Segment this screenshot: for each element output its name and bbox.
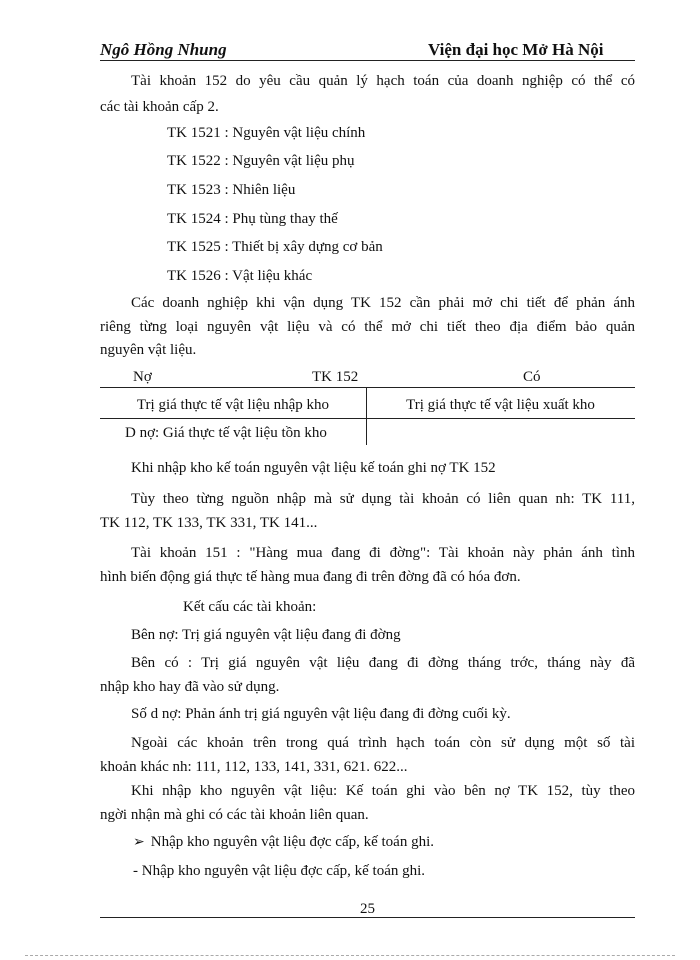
intro-line-1: Tài khoản 152 do yêu cầu quản lý hạch toán của doanh nghiệp có thể có	[131, 73, 635, 89]
para-p3-line-1: Tài khoản 151 : "Hàng mua đang đi đờng": Tài khoản này phản ánh tình	[131, 545, 635, 561]
t-account-debit-entry: Trị giá thực tế vật liệu nhập kho	[136, 397, 330, 413]
t-account-balance: D nợ: Giá thực tế vật liệu tồn kho	[125, 425, 327, 441]
intro-line-2: các tài khoản cấp 2.	[100, 99, 219, 115]
arrow-bullet-icon: ➢	[133, 835, 145, 850]
para2-line-1: Các doanh nghiệp khi vận dụng TK 152 cần phải mở chi tiết để phản ánh	[131, 295, 635, 311]
para-p7: Số d nợ: Phản ánh trị giá nguyên vật liệu đang đi đờng cuối kỳ.	[131, 706, 511, 722]
para-p11: - Nhập kho nguyên vật liệu đợc cấp, kế toán ghi.	[133, 863, 426, 879]
para-p2-line-2: TK 112, TK 133, TK 331, TK 141...	[100, 515, 318, 531]
t-account-mid-rule	[100, 418, 635, 419]
para-p5: Bên nợ: Trị giá nguyên vật liệu đang đi đờng	[131, 627, 401, 643]
para-p6-line-1: Bên có : Trị giá nguyên vật liệu đang đi đờng tháng trớc, tháng này đã	[131, 655, 635, 671]
bullet-item-text: Nhập kho nguyên vật liệu đợc cấp, kế toán ghi.	[150, 834, 435, 850]
para-p4: Kết cấu các tài khoản:	[183, 599, 317, 615]
t-account-top-rule	[100, 387, 635, 388]
sub-account-1524: TK 1524 : Phụ tùng thay thế	[167, 211, 338, 227]
t-account-debit-label: Nợ	[133, 369, 152, 385]
para-p6-line-2: nhập kho hay đã vào sử dụng.	[100, 679, 280, 695]
sub-account-1521: TK 1521 : Nguyên vật liệu chính	[167, 125, 366, 141]
sub-account-1525: TK 1525 : Thiết bị xây dựng cơ bản	[167, 239, 383, 255]
header-rule	[100, 60, 635, 61]
bullet-item	[133, 829, 434, 856]
t-account-title: TK 152	[312, 369, 359, 385]
footer-rule	[100, 917, 635, 918]
sub-account-1526: TK 1526 : Vật liệu khác	[167, 268, 313, 284]
para-p8-line-1: Ngoài các khoản trên trong quá trình hạch toán còn sử dụng một số tài	[131, 735, 635, 751]
para-p8-line-2: khoản khác nh: 111, 112, 133, 141, 331, 621. 622...	[100, 759, 408, 775]
para-p9-line-1: Khi nhập kho nguyên vật liệu: Kế toán ghi vào bên nợ TK 152, tùy theo	[131, 783, 635, 799]
header-author: Ngô Hồng Nhung	[100, 40, 227, 59]
para2-line-2: riêng từng loại nguyên vật liệu và có thể mở chi tiết theo địa điểm bảo quản	[100, 319, 635, 335]
para2-line-3: nguyên vật liệu.	[100, 342, 197, 358]
header-institution: Viện đại học Mở Hà Nội	[428, 40, 604, 59]
sub-account-1522: TK 1522 : Nguyên vật liệu phụ	[167, 153, 355, 169]
para-p3-line-2: hình biến động giá thực tế hàng mua đang đi trên đờng đã có hóa đơn.	[100, 569, 521, 585]
para-p2-line-1: Tùy theo từng nguồn nhập mà sử dụng tài khoản có liên quan nh: TK 111,	[131, 491, 635, 507]
t-account-credit-entry: Trị giá thực tế vật liệu xuất kho	[406, 397, 595, 413]
para-p1: Khi nhập kho kế toán nguyên vật liệu kế toán ghi nợ TK 152	[131, 460, 496, 476]
page-edge-dashed-line	[25, 955, 675, 956]
sub-account-1523: TK 1523 : Nhiên liệu	[167, 182, 296, 198]
para-p9-line-2: ngời nhận mà ghi có các tài khoản liên quan.	[100, 807, 369, 823]
page-number: 25	[360, 901, 375, 917]
t-account-credit-label: Có	[523, 369, 541, 385]
